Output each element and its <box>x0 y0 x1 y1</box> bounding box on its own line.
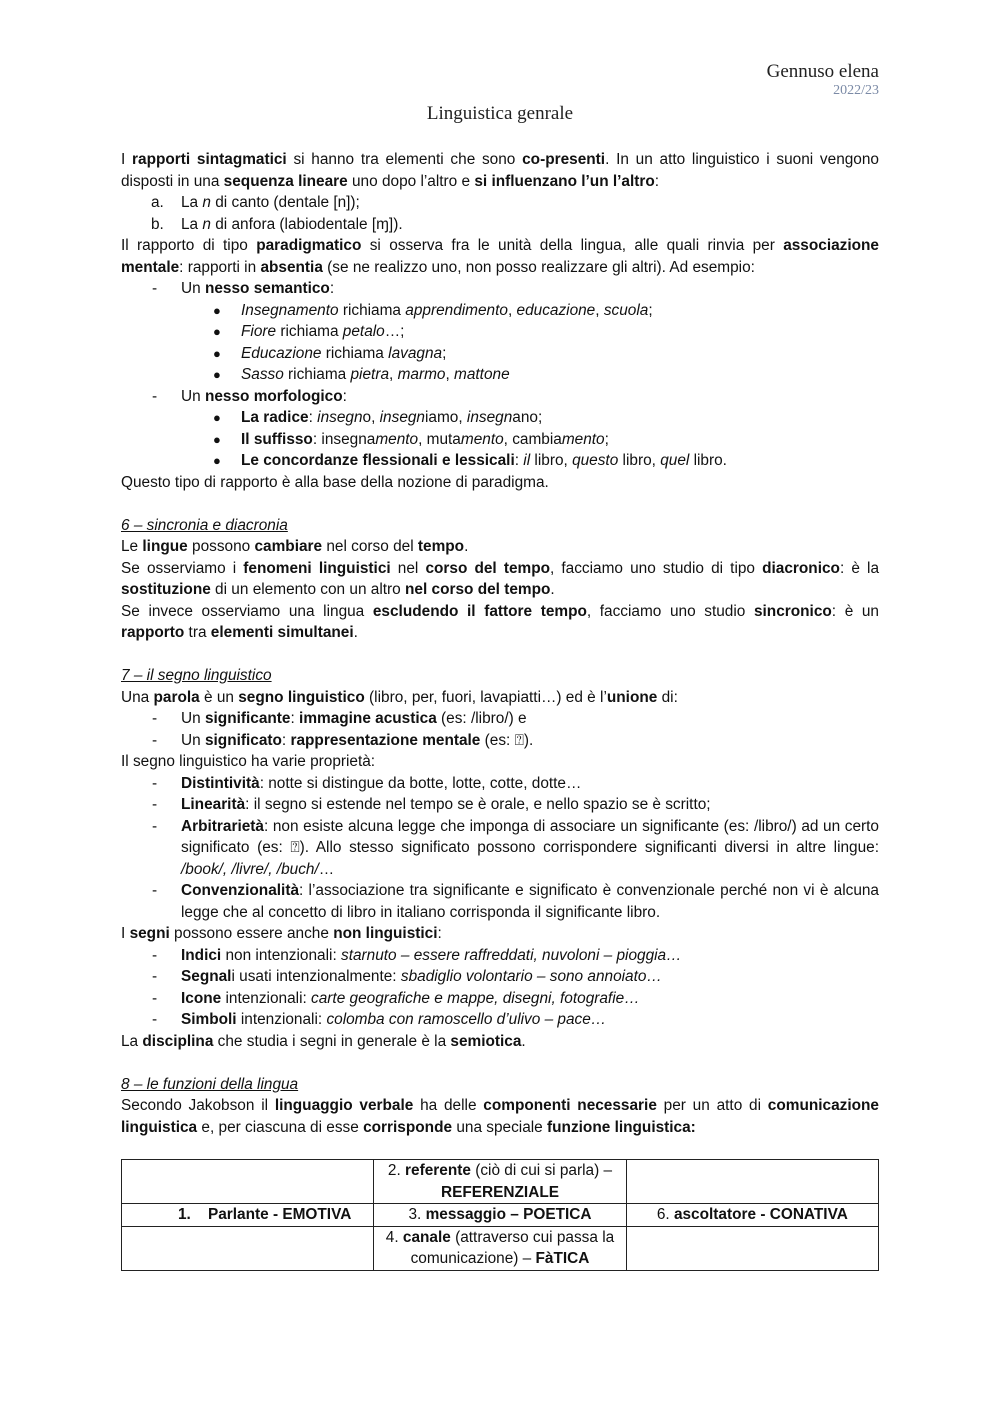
text: comunicazione linguistica <box>121 1097 879 1136</box>
text: : <box>654 172 660 190</box>
dash-bullet: - <box>152 946 158 964</box>
text: (attraverso cui passa la comunicazione) – <box>410 1228 615 1267</box>
text: . <box>464 538 469 555</box>
text: : insegna <box>312 430 376 448</box>
list-item <box>121 1009 879 1031</box>
list-item <box>121 816 879 881</box>
text: il <box>523 452 531 469</box>
jakobson-functions-table <box>121 1159 879 1271</box>
text: ascoltatore - CONATIVA <box>673 1206 848 1223</box>
text: co-presenti <box>522 151 606 168</box>
text: Sasso <box>241 366 284 383</box>
text: . <box>521 1032 526 1050</box>
dash-bullet: - <box>152 968 158 985</box>
paragraph <box>121 1095 879 1138</box>
text: educazione <box>516 301 596 319</box>
bullet-dot: ● <box>213 453 221 468</box>
text: Convenzionalità <box>181 882 300 899</box>
table-cell <box>626 1204 878 1227</box>
text: : <box>308 409 318 426</box>
text: 1. <box>177 1206 208 1223</box>
text: nesso morfologico <box>204 387 343 405</box>
list-item <box>121 214 879 236</box>
text: . <box>550 581 555 598</box>
paragraph <box>121 536 879 558</box>
table-row <box>122 1160 879 1204</box>
dash-bullet: - <box>152 882 158 899</box>
text: di anfora (labiodentale [ɱ]). <box>210 215 403 233</box>
text: : <box>329 280 335 297</box>
table-cell <box>122 1160 374 1204</box>
text: petalo <box>342 323 385 340</box>
paragraph <box>121 923 879 945</box>
list-item <box>121 730 879 752</box>
text: FàTICA <box>535 1250 590 1267</box>
text: Simboli <box>181 1011 237 1028</box>
table-row <box>122 1204 879 1227</box>
text: funzione linguistica: <box>547 1118 696 1136</box>
text: rapporti sintagmatici <box>132 151 287 168</box>
text: absentia <box>260 258 323 276</box>
text: (es: /libro/) e <box>436 710 527 727</box>
text: : <box>342 387 347 405</box>
text: La radice <box>241 409 309 426</box>
dash-bullet: - <box>152 387 158 405</box>
text: Le concordanze flessionali e lessicali <box>241 452 515 469</box>
paragraph <box>121 1031 879 1053</box>
text: richiama <box>338 301 406 319</box>
paragraph <box>121 601 879 644</box>
text: , <box>595 301 604 319</box>
list-item <box>121 450 879 472</box>
bullet-dot: ● <box>213 302 221 318</box>
text: 3. <box>408 1206 426 1223</box>
list-item <box>121 945 879 967</box>
text: starnuto – essere raffreddati, nuvoloni – pioggia… <box>341 946 682 964</box>
text: diacronico <box>762 559 840 577</box>
text: sequenza lineare <box>223 172 348 190</box>
list-marker: b. <box>151 215 164 233</box>
paragraph-paradigmatico <box>121 235 879 278</box>
list-item <box>121 364 879 386</box>
text: componenti necessarie <box>483 1097 657 1114</box>
text: : rapporti in <box>179 258 261 276</box>
text: : è un <box>831 602 879 620</box>
text: , facciamo uno studio <box>586 602 754 620</box>
text: Fiore <box>241 323 277 340</box>
text: tempo <box>417 538 465 555</box>
text: possono essere anche <box>169 925 334 942</box>
text: libro, <box>618 452 661 469</box>
text: 4. <box>385 1228 403 1246</box>
text: possono <box>187 538 255 555</box>
text: Distintività <box>181 774 260 792</box>
text: libro. <box>689 452 727 469</box>
bullet-dot: ● <box>213 410 221 425</box>
list-marker: a. <box>151 194 164 211</box>
text: marmo <box>397 366 446 383</box>
text: . <box>353 624 358 641</box>
text: Arbitrarietà <box>181 817 264 835</box>
text: i usati intenzionalmente: <box>231 968 401 985</box>
text: parola <box>153 688 200 706</box>
text: segno linguistico <box>238 688 365 706</box>
document-title: Linguistica genrale <box>426 103 574 124</box>
text: , <box>445 366 455 383</box>
text: richiama <box>321 344 389 362</box>
text: intenzionali: <box>236 1011 327 1028</box>
text: che studia i segni in generale è la <box>213 1032 451 1050</box>
text: nesso semantico <box>204 280 330 297</box>
text: e, per ciascuna di esse <box>197 1118 364 1136</box>
text: La <box>181 215 203 233</box>
dash-bullet: - <box>152 731 158 749</box>
text: REFERENZIALE <box>440 1183 559 1201</box>
list-item <box>121 278 879 300</box>
text: questo <box>572 452 619 469</box>
list-item <box>121 321 879 343</box>
text: ; <box>648 301 653 319</box>
list-item <box>121 192 879 214</box>
text: ha delle <box>413 1097 484 1114</box>
text: si osserva fra le unità della lingua, alle quali rinvia per <box>361 237 784 254</box>
text: , <box>507 301 517 319</box>
list-item <box>121 988 879 1010</box>
text: corso del tempo <box>425 559 550 577</box>
text: per un atto di <box>656 1097 768 1114</box>
text: sincronico <box>753 602 832 620</box>
text: ; <box>442 344 447 362</box>
text: quel <box>660 452 690 469</box>
list-item <box>121 343 879 365</box>
text: si influenzano l’un l’altro <box>474 172 655 190</box>
text: elementi simultanei <box>210 624 354 641</box>
bullet-dot: ● <box>213 345 221 361</box>
list-item <box>121 429 879 451</box>
text: mattone <box>454 366 510 383</box>
text: libro, <box>530 452 573 469</box>
text: (libro, per, fuori, lavapiatti…) ed è l’ <box>364 688 607 706</box>
table-cell <box>122 1226 374 1270</box>
text: lingue <box>142 538 188 555</box>
text: nel corso del <box>322 538 418 555</box>
text: , facciamo uno studio di tipo <box>550 559 763 577</box>
text: I <box>121 151 133 168</box>
text: linguaggio verbale <box>274 1097 414 1114</box>
text: di: <box>657 688 678 706</box>
text: immagine acustica <box>299 710 437 727</box>
document-body <box>121 149 879 1271</box>
table-cell <box>374 1160 626 1204</box>
text: Secondo Jakobson il <box>121 1097 275 1114</box>
text: n <box>202 215 211 233</box>
text: messaggio – POETICA <box>425 1206 592 1223</box>
section-heading-6: 6 – sincronia e diacronia <box>121 516 288 534</box>
bullet-dot: ● <box>213 324 221 339</box>
text: referente <box>405 1162 471 1179</box>
text: : <box>514 452 524 469</box>
text: : l’associazione tra significante e significato è convenzionale perché non vi è alcuna legge che al concetto di libro in italiano corrisponda il significante libro. <box>181 882 879 921</box>
text: rapporto <box>121 624 185 641</box>
text: , <box>389 366 398 383</box>
text: non intenzionali: <box>221 946 341 964</box>
text: fenomeni linguistici <box>243 559 391 577</box>
text: rappresentazione mentale <box>290 731 481 749</box>
paragraph <box>121 687 879 709</box>
text: . In un atto linguistico i suoni vengono disposti in una <box>121 151 879 190</box>
text: disciplina <box>142 1032 214 1050</box>
text: I <box>121 925 130 942</box>
text: segni <box>129 925 170 942</box>
text: mento <box>375 430 419 448</box>
text: paradigmatico <box>256 237 362 254</box>
table-cell <box>626 1226 878 1270</box>
text: si hanno tra elementi che sono <box>286 151 523 168</box>
section-heading-7: 7 – il segno linguistico <box>121 667 272 684</box>
text: Linearità <box>181 796 246 813</box>
text: Se invece osserviamo una lingua <box>121 602 373 620</box>
text: La <box>121 1032 143 1050</box>
text: Un <box>181 710 205 727</box>
text: canale <box>402 1228 451 1246</box>
dash-bullet: - <box>152 1011 158 1028</box>
text: /book/, /livre/, /buch/ <box>181 860 319 878</box>
text: Il rapporto di tipo <box>121 237 257 254</box>
dash-bullet: - <box>152 774 158 792</box>
text: unione <box>606 688 658 706</box>
list-item <box>121 386 879 408</box>
text: …; <box>384 323 405 340</box>
text: 2. <box>387 1162 406 1179</box>
text: uno dopo l’altro e <box>347 172 475 190</box>
author-name: Gennuso elena <box>766 61 879 82</box>
text: : notte si distingue da botte, lotte, cotte, dotte… <box>259 774 582 792</box>
text: Insegnamento <box>241 301 339 319</box>
text: corrisponde <box>363 1118 453 1136</box>
text: carte geografiche e mappe, disegni, fotografie… <box>311 989 640 1007</box>
text: Se osserviamo i <box>121 559 244 577</box>
text: associazione mentale <box>121 237 879 276</box>
bullet-dot: ● <box>213 367 221 382</box>
list-item <box>121 708 879 730</box>
table-cell <box>374 1204 626 1227</box>
text: richiama <box>283 366 351 383</box>
text: una speciale <box>452 1118 548 1136</box>
list-item <box>121 880 879 923</box>
text: : il segno si estende nel tempo se è orale, e nello spazio se è scritto; <box>245 796 711 813</box>
dash-bullet: - <box>152 710 158 727</box>
table-cell <box>626 1160 878 1204</box>
text: insegn <box>317 409 363 426</box>
paragraph-sintagmatici <box>121 149 879 192</box>
text: Icone <box>181 989 222 1007</box>
text: : <box>281 731 291 749</box>
text: : <box>290 710 300 727</box>
text: Parlante - EMOTIVA <box>207 1206 352 1223</box>
text: Il suffisso <box>241 430 313 448</box>
list-item <box>121 407 879 429</box>
text: Un <box>181 387 205 405</box>
table-row <box>122 1226 879 1270</box>
text: scuola <box>603 301 649 319</box>
text: ; <box>604 430 609 448</box>
text: , cambia <box>503 430 562 448</box>
text: 6. <box>656 1206 674 1223</box>
text: nel <box>390 559 426 577</box>
text: apprendimento <box>405 301 508 319</box>
section-heading-8: 8 – le funzioni della lingua <box>121 1075 299 1093</box>
text: (ciò di cui si parla) – <box>470 1162 613 1179</box>
dash-bullet: - <box>152 989 158 1007</box>
text: di un elemento con un altro <box>210 581 405 598</box>
text: sbadiglio volontario – sono annoiato… <box>400 968 662 985</box>
text: Educazione <box>241 344 322 362</box>
text: insegn <box>379 409 425 426</box>
text: : è la <box>839 559 880 577</box>
text: è un <box>199 688 239 706</box>
text: ano; <box>512 409 543 426</box>
text: Indici <box>181 946 222 964</box>
text: di canto (dentale [n]); <box>210 194 360 211</box>
text: semiotica <box>450 1032 522 1050</box>
text: tra <box>184 624 211 641</box>
text: : <box>437 925 442 942</box>
text: iamo, <box>425 409 467 426</box>
document-header <box>767 60 879 99</box>
text: (se ne realizzo uno, non posso realizzare gli altri). Ad esempio: <box>322 258 755 276</box>
text: Un <box>181 731 205 749</box>
academic-year: 2022/23 <box>833 83 879 98</box>
text: cambiare <box>254 538 323 555</box>
text: … <box>318 860 335 878</box>
text: (es: ⍰). <box>480 731 534 749</box>
paragraph-paradigma: Questo tipo di rapporto è alla base della nozione di paradigma. <box>121 473 549 491</box>
text: lavagna <box>388 344 443 362</box>
list-item <box>121 794 879 816</box>
text: Segnal <box>181 968 232 985</box>
text: colomba con ramoscello d’ulivo – pace… <box>326 1011 607 1028</box>
text: sostituzione <box>121 581 211 598</box>
paragraph: Il segno linguistico ha varie proprietà: <box>121 753 376 770</box>
text: mento <box>460 430 504 448</box>
text: significato <box>204 731 282 749</box>
dash-bullet: - <box>152 796 158 813</box>
text: : non esiste alcuna legge che imponga di associare un significante (es: /libro/) ad un certo significato (es: ⍰). Allo stesso significato possono corrispondere significanti diversi in altre lingue: <box>181 817 879 856</box>
text: Un <box>181 280 205 297</box>
list-item <box>121 966 879 988</box>
text: n <box>202 194 211 211</box>
bullet-dot: ● <box>213 431 221 447</box>
text: Le <box>121 538 143 555</box>
text: escludendo il fattore tempo <box>372 602 587 620</box>
dash-bullet: - <box>152 280 158 297</box>
text: non linguistici <box>333 925 438 942</box>
text: insegn <box>466 409 513 426</box>
table-cell <box>122 1204 374 1227</box>
text: mento <box>561 430 605 448</box>
list-item <box>121 300 879 322</box>
text: pietra <box>350 366 389 383</box>
text: significante <box>204 710 291 727</box>
table-cell <box>374 1226 626 1270</box>
text: Una <box>121 688 154 706</box>
text: La <box>181 194 203 211</box>
text: intenzionali: <box>221 989 312 1007</box>
paragraph <box>121 558 879 601</box>
list-item <box>121 773 879 795</box>
text: o, <box>362 409 380 426</box>
text: richiama <box>276 323 343 340</box>
text: , muta <box>418 430 461 448</box>
dash-bullet: - <box>152 817 158 835</box>
text: nel corso del tempo <box>405 581 551 598</box>
